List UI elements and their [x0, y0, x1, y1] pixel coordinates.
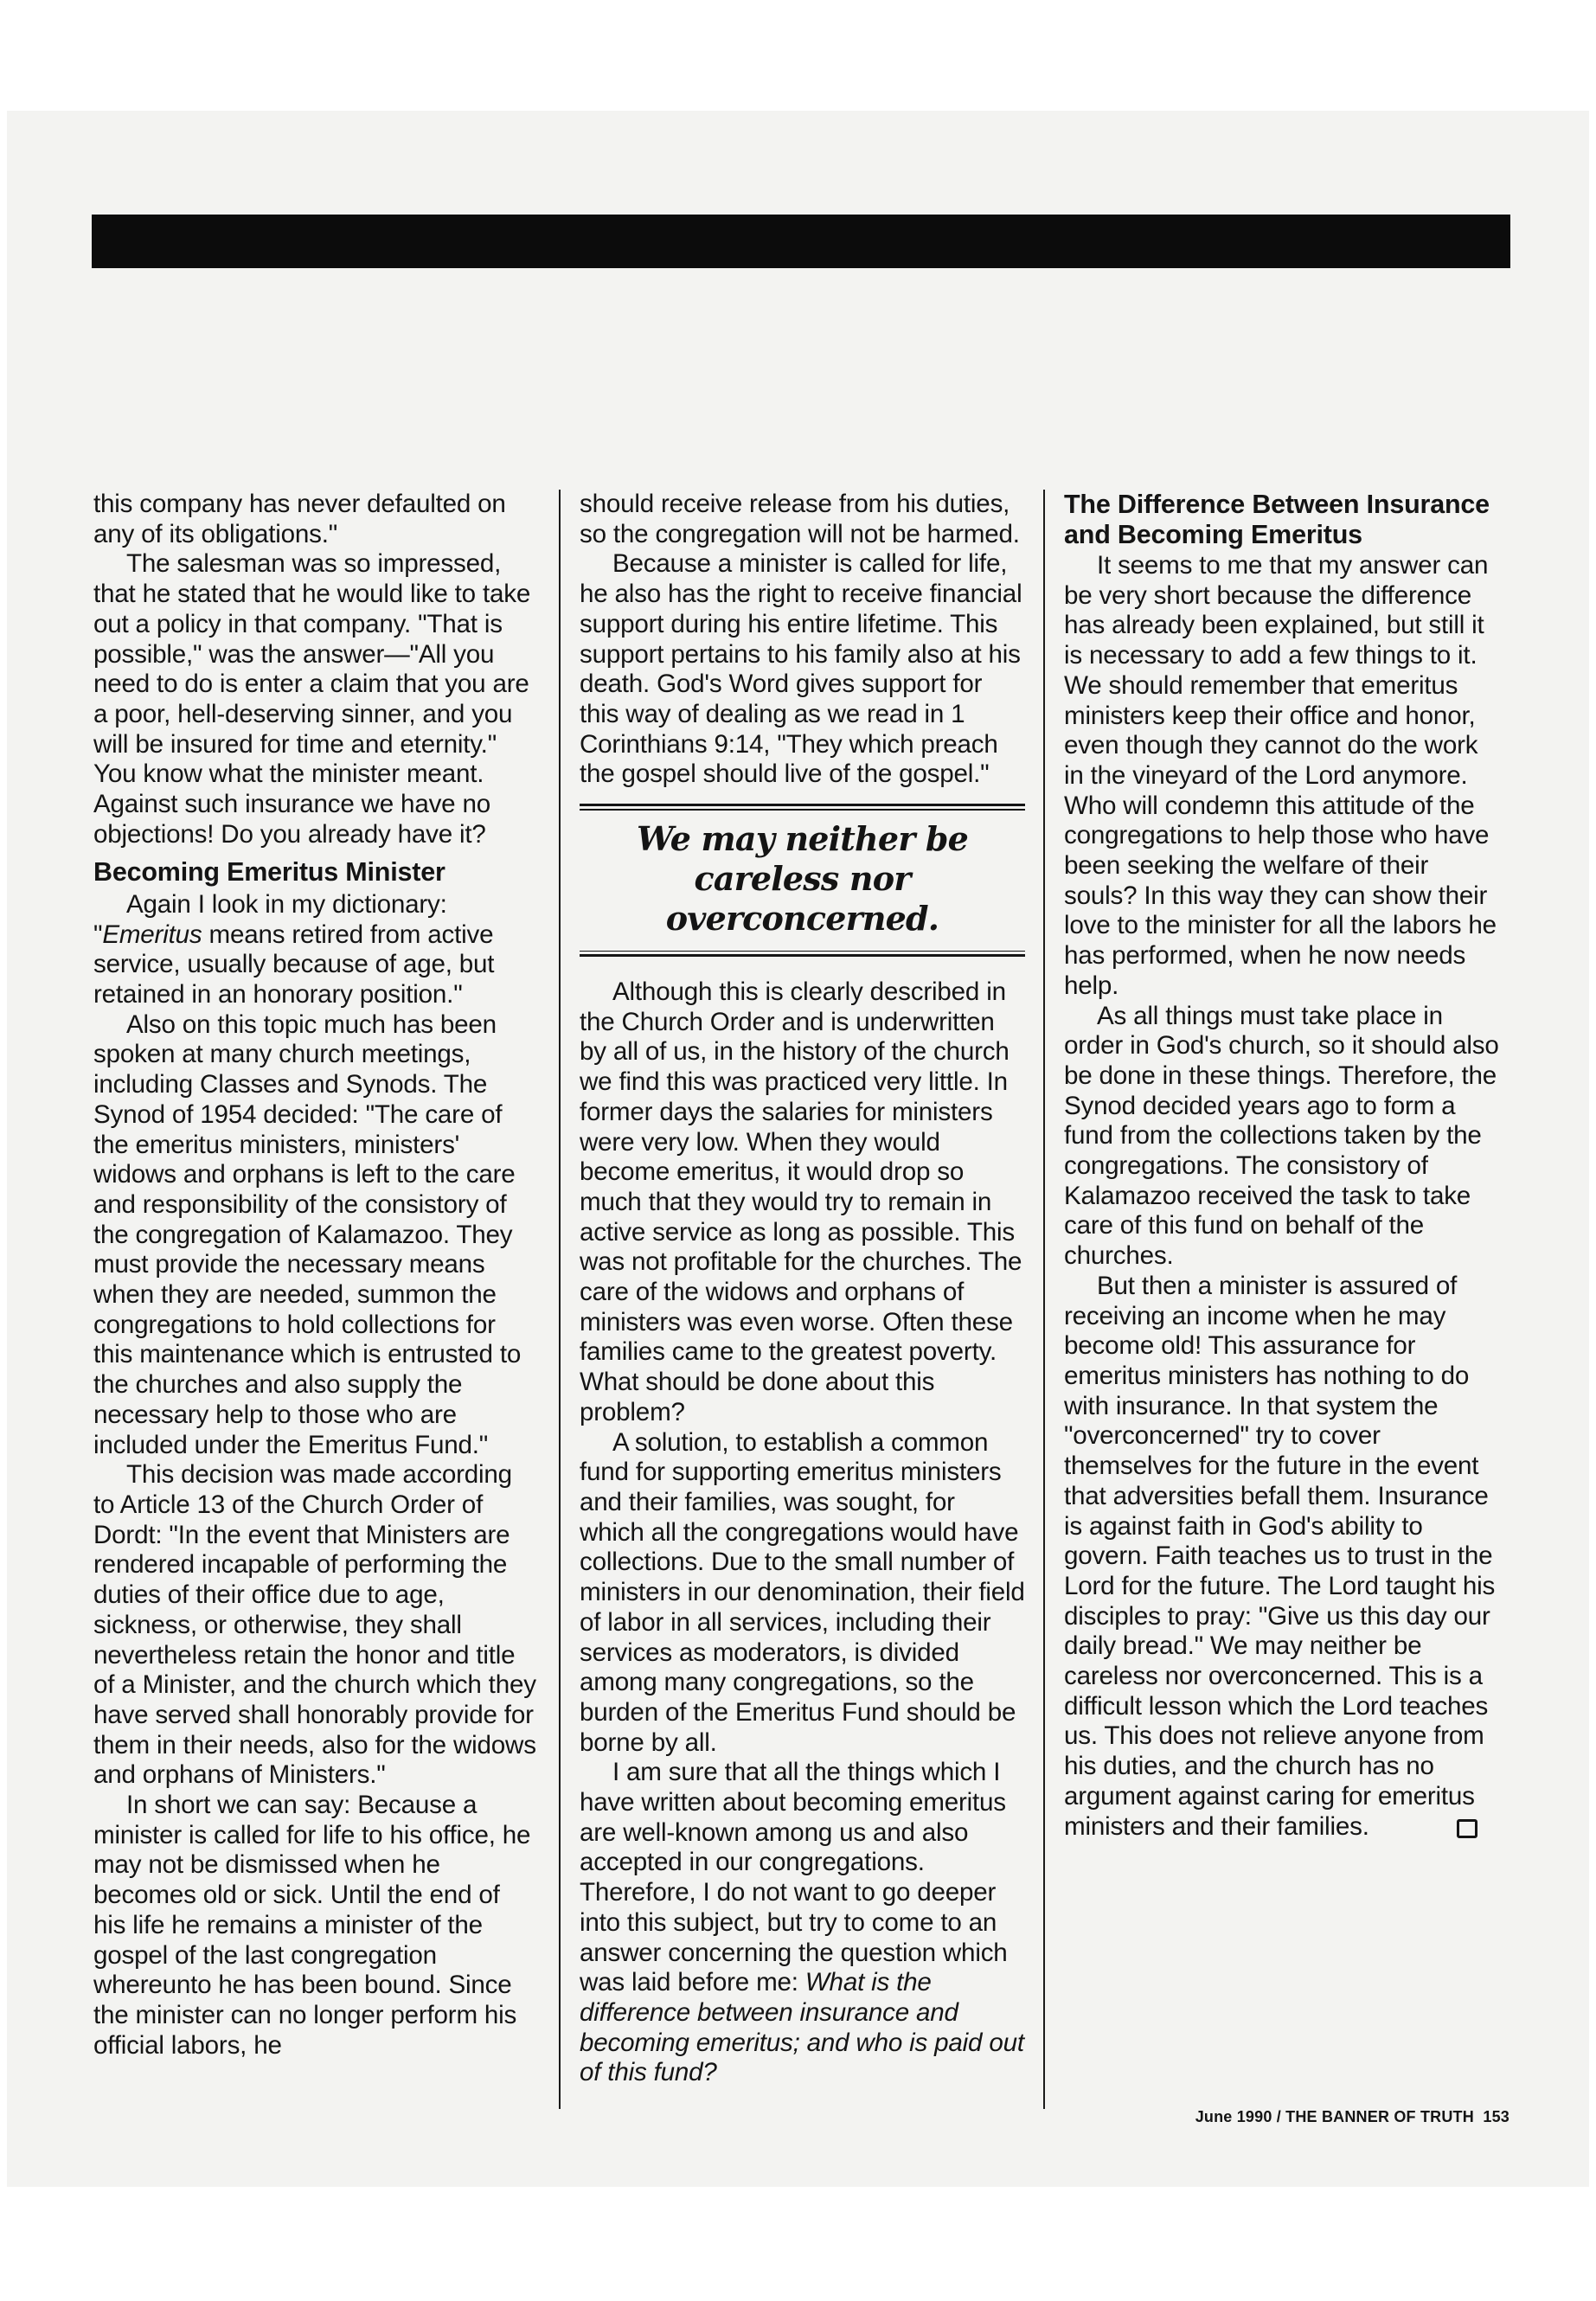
pull-quote-rule: [580, 951, 1025, 952]
paragraph: Again I look in my dictionary: "Emeritus means retired from active service, usually because of age, but retained in an honorary position.": [93, 889, 495, 1009]
paragraph: I am sure that all the things which I have written about becoming emeritus are well-known among us and also accepted in our congregations. Therefore, I do not want to go deeper into this subject, but try to come to an answer concerning the question which was laid before me: What is the difference between insurance and becoming emeritus; and who is paid out of this fund?: [580, 1758, 1024, 2087]
pull-quote-rule: [580, 954, 1025, 957]
issue-date: June 1990: [1195, 2108, 1272, 2125]
question-text: What is the difference between insurance and becoming emeritus; and who is paid out of this fund?: [580, 1968, 1024, 2087]
end-of-article-icon: [1457, 1819, 1477, 1838]
pull-quote: [580, 804, 1025, 957]
paragraph: Although this is clearly described in the Church Order and is underwritten by all of us, in the history of the church we find this was practiced very little. In former days the salaries for ministers were very low. When they would become emeritus, it would drop so much that they would try to remain in active service as long as possible. This was not profitable for the churches. The care of the widows and orphans of ministers was even worse. Often these families came to the greatest poverty. What should be done about this problem?: [580, 977, 1022, 1426]
page-footer: June 1990 / THE BANNER OF TRUTH 153: [1195, 2108, 1509, 2125]
article-column-3: [1064, 490, 1502, 1842]
column-divider: [1043, 490, 1045, 2109]
publication-name: THE BANNER OF TRUTH: [1285, 2108, 1474, 2125]
paragraph: But then a minister is assured of receiving an income when he may become old! This assurance for emeritus ministers has nothing to do with insurance. In that system the "overconcerned" try to cover themselves for the future in the event that adversities befall them. Insurance is against faith in God's ability to govern. Faith teaches us to trust in the Lord for the future. The Lord taught his disciples to pray: "Give us this day our daily bread." We may neither be careless nor overconcerned. This is a difficult lesson which the Lord teaches us. This does not relieve anyone from his duties, and the church has no argument against caring for emeritus ministers and their families.: [1064, 1271, 1496, 1841]
paragraph: should receive release from his duties, so the congregation will not be harmed.: [580, 490, 1020, 548]
paragraph: Because a minister is called for life, he also has the right to receive financial support during his entire lifetime. This support pertains to his family also at his death. God's Word gives support for this way of dealing as we read in 1 Corinthians 9:14, "They which preach the gospel should live of the gospel.": [580, 549, 1022, 789]
article-column-1: [93, 490, 536, 2061]
final-paragraph: [1064, 1272, 1502, 1842]
paragraph: Also on this topic much has been spoken at many church meetings, including Classes and Synods. The Synod of 1954 decided: "The care of the emeritus ministers, ministers' widows and orphans is left to the care and responsibility of the consistory of the congregation of Kalamazoo. They must provide the necessary means when they are needed, summon the congregations to hold collections for this maintenance which is entrusted to the churches and also supply the necessary help to those who are included under the Emeritus Fund.": [93, 1009, 522, 1459]
paragraph: In short we can say: Because a minister is called for life to his office, he may not be dismissed when he becomes old or sick. Until the end of his life he remains a minister of the gospel of the last congregation whereunto he has been bound. Since the minister can no longer perform his official labors, he: [93, 1791, 531, 2060]
paragraph: this company has never defaulted on any of its obligations.": [93, 490, 506, 548]
paragraph: This decision was made according to Article 13 of the Church Order of Dordt: "In the event that Ministers are rendered incapable of performing the duties of their office due to age, sickness, or otherwise, they shall nevertheless retain the honor and title of a Minister, and the church which they have served shall honorably provide for them in their needs, also for the widows and orphans of Ministers.": [93, 1460, 536, 1790]
pull-quote-rule: [580, 804, 1025, 806]
paragraph: The salesman was so impressed, that he stated that he would like to take out a policy in that company. "That is possible," was the answer—"All you need to do is enter a claim that you are a poor, hell-deserving sinner, and you will be insured for time and eternity." You know what the minister meant. Against such insurance we have no objections! Do you already have it?: [93, 549, 531, 849]
paragraph: A solution, to establish a common fund for supporting emeritus ministers and their families, was sought, for which all the congregations would have collections. Due to the small number of ministers in our denomination, their field of labor in all services, including their services as moderators, is divided among many congregations, so the burden of the Emeritus Fund should be borne by all.: [580, 1427, 1025, 1757]
header-band: [92, 215, 1510, 268]
term-emeritus: Emeritus: [102, 920, 202, 949]
column-divider: [559, 490, 561, 2109]
section-heading: The Difference Between Insurance and Becoming Emeritus: [1064, 490, 1490, 549]
article-column-2: [580, 490, 1025, 2088]
paragraph: It seems to me that my answer can be very short because the difference has already been explained, but still it is necessary to add a few things to it. We should remember that emeritus ministers keep their office and honor, even though they cannot do the work in the vineyard of the Lord anymore. Who will condemn this attitude of the congregations to help those who have been seeking the welfare of their souls? In this way they can show their love to the minister for all the labors he has performed, when he now needs help.: [1064, 551, 1497, 1000]
paragraph: As all things must take place in order in God's church, so it should also be done in these things. Therefore, the Synod decided years ago to form a fund from the collections taken by the congregations. The consistory of Kalamazoo received the task to take care of this fund on behalf of the churches.: [1064, 1001, 1499, 1271]
section-heading: Becoming Emeritus Minister: [93, 857, 445, 888]
page-number: 153: [1483, 2108, 1509, 2125]
pull-quote-text: We may neither be careless nor overconcerned.: [636, 818, 969, 938]
